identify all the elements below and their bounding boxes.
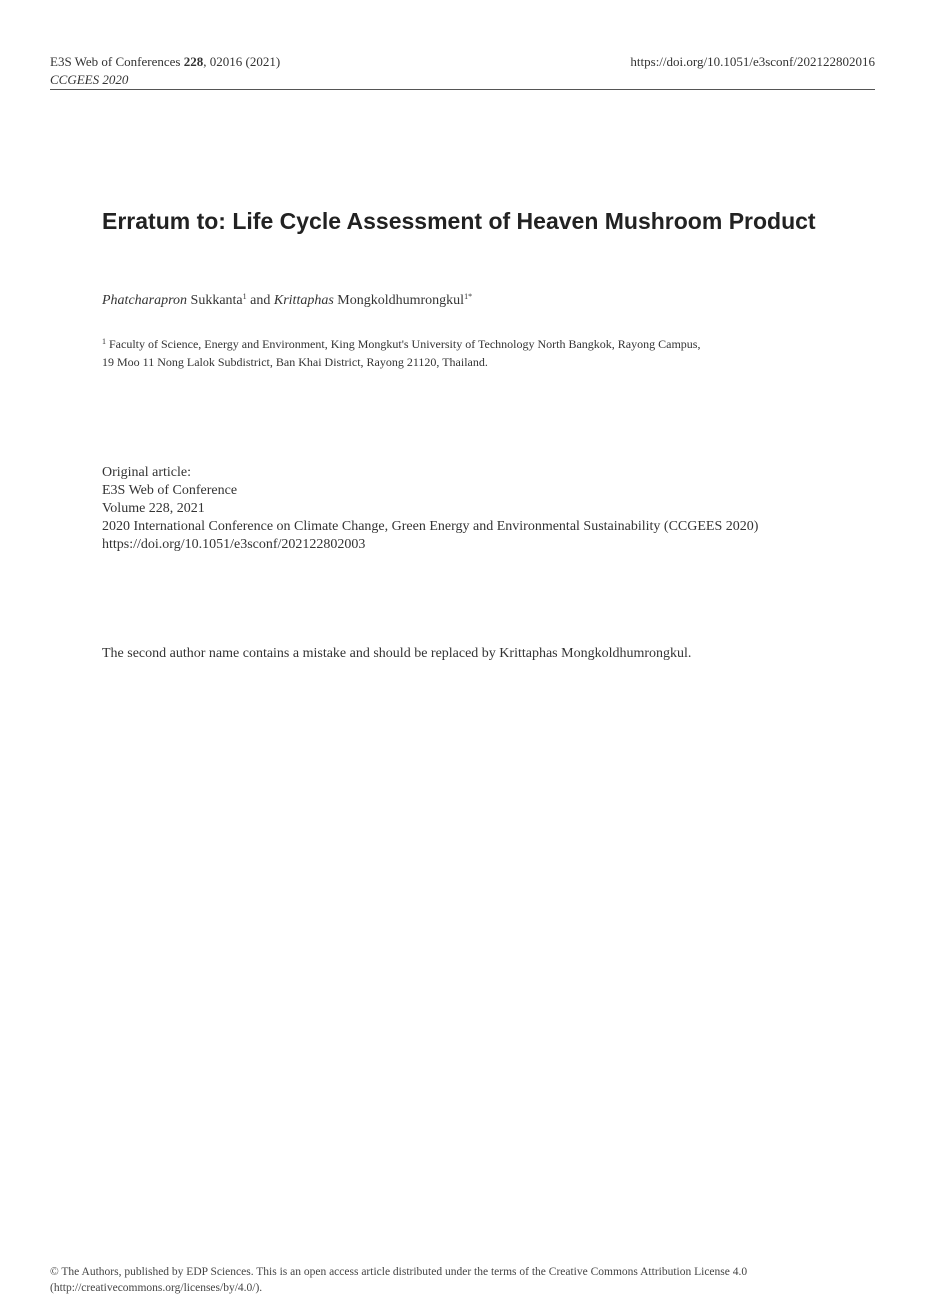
- affiliation: [102, 333, 842, 371]
- affiliation-marker: 1: [102, 337, 106, 346]
- original-article-volume: Volume 228, 2021: [102, 501, 205, 516]
- author-2-family-name: Mongkoldhumrongkul: [337, 293, 465, 308]
- conference-name: CCGEES 2020: [50, 72, 129, 87]
- affiliation-line-1: Faculty of Science, Energy and Environment, King Mongkut's University of Technology North Bangkok, Rayong Campus,: [109, 337, 701, 351]
- header-divider: [50, 89, 875, 90]
- author-2-given-name: Krittaphas: [273, 293, 334, 308]
- author-1-family-name: Sukkanta: [190, 293, 243, 308]
- erratum-notice: The second author name contains a mistake and should be replaced by Krittaphas Mongkoldhumrongkul.: [102, 646, 692, 661]
- author-1-affiliation-marker: 1: [242, 292, 247, 301]
- header-doi-link[interactable]: https://doi.org/10.1051/e3sconf/202122802016: [630, 54, 875, 69]
- license-line-1: © The Authors, published by EDP Sciences. This is an open access article distributed under the terms of the Creative Commons Attribution License 4.0: [50, 1266, 748, 1278]
- volume-number: 228: [183, 54, 204, 69]
- author-1-given-name: Phatcharapron: [102, 293, 188, 308]
- license-footer: [50, 1264, 880, 1296]
- running-header: [50, 53, 875, 89]
- affiliation-line-2: 19 Moo 11 Nong Lalok Subdistrict, Ban Khai District, Rayong 21120, Thailand.: [102, 355, 488, 369]
- original-article-label: Original article:: [102, 465, 192, 480]
- author-2-affiliation-marker: 1*: [464, 292, 473, 301]
- original-article-doi-link[interactable]: https://doi.org/10.1051/e3sconf/202122802003: [102, 537, 366, 552]
- header-left: [50, 53, 280, 89]
- journal-citation: E3S Web of Conferences 228, 02016 (2021): [50, 54, 281, 69]
- license-link[interactable]: (http://creativecommons.org/licenses/by/4.0/).: [50, 1282, 263, 1294]
- original-article-conference: 2020 International Conference on Climate Change, Green Energy and Environmental Sustainability (CCGEES 2020): [102, 519, 759, 534]
- author-conjunction: and: [250, 293, 271, 308]
- paper-title: Erratum to: Life Cycle Assessment of Heaven Mushroom Product: [102, 208, 816, 234]
- original-article-block: [102, 464, 862, 554]
- original-article-journal: E3S Web of Conference: [102, 483, 238, 498]
- author-list: [102, 292, 472, 309]
